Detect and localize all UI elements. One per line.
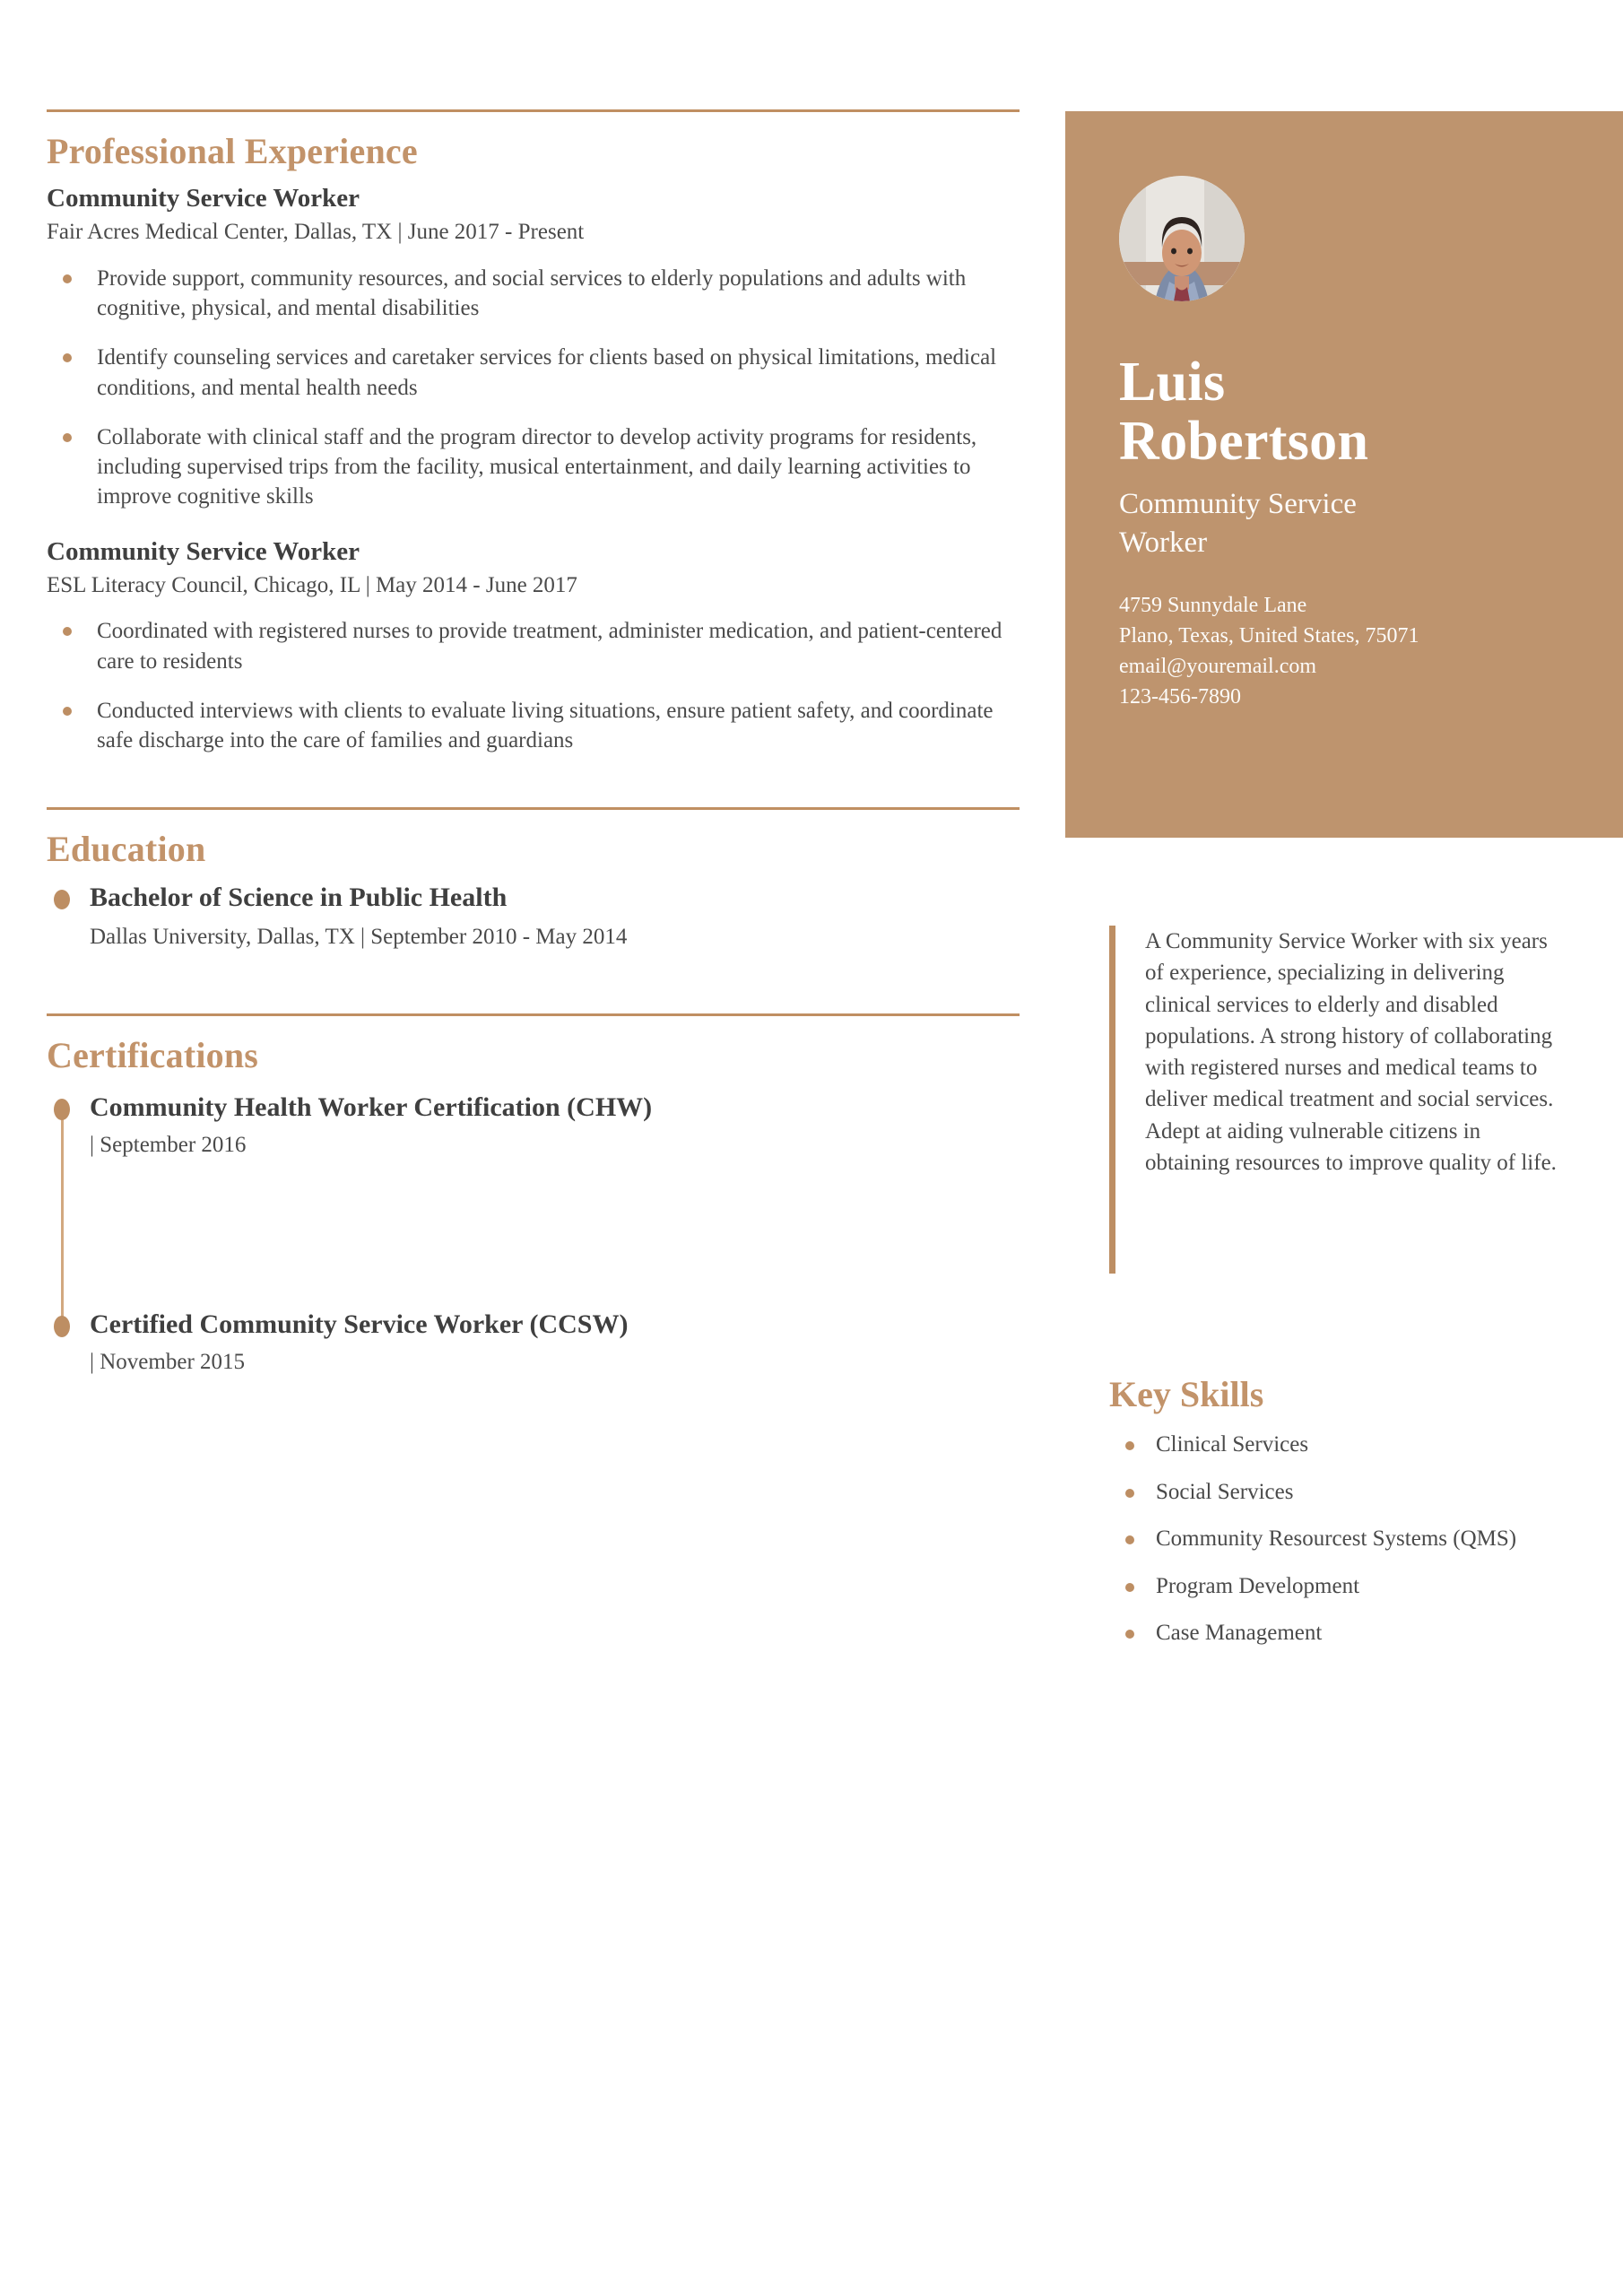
- profile-header-panel: [1065, 111, 1623, 838]
- avatar: [1119, 176, 1245, 301]
- experience-entry: [47, 535, 1020, 756]
- section-divider-education: [47, 807, 1020, 810]
- contact-email[interactable]: email@youremail.com: [1119, 655, 1317, 679]
- key-skills-section: [1109, 1345, 1593, 1666]
- section-heading-certifications: Certifications: [47, 1034, 259, 1075]
- contact-street: 4759 Sunnydale Lane: [1119, 593, 1307, 617]
- job-meta: Fair Acres Medical Center, Dallas, TX | June 2017 - Present: [47, 220, 585, 245]
- job-title: Community Service Worker: [47, 184, 360, 213]
- timeline-connector-line: [61, 1111, 64, 1325]
- bullet-dot-icon: [54, 890, 70, 909]
- section-divider-experience: [47, 109, 1020, 112]
- certification-entry: [90, 1309, 1020, 1378]
- profile-photo-icon: [1119, 176, 1245, 301]
- certification-date: | September 2016: [90, 1132, 247, 1157]
- contact-city-state-zip: Plano, Texas, United States, 75071: [1119, 623, 1419, 648]
- education-meta: Dallas University, Dallas, TX | September 2010 - May 2014: [90, 925, 628, 950]
- summary-text: A Community Service Worker with six years of experience, specializing in delivering clinical services to elderly and disabled populations. A strong history of collaborating with registered nurses and medical teams to deliver medical treatment and social services. Adept at aiding vulnerable citizens in obtaining resources to improve quality of life.: [1145, 929, 1557, 1175]
- timeline-dot-icon: [54, 1099, 70, 1120]
- list-item: Social Services: [1109, 1478, 1593, 1508]
- experience-entry: [47, 182, 1020, 512]
- contact-info: [1119, 590, 1569, 712]
- certification-name: Certified Community Service Worker (CCSW): [90, 1309, 629, 1340]
- list-item: Conducted interviews with clients to evaluate living situations, ensure patient safety, and coordinate safe discharge into the care of families and guardians: [47, 696, 1011, 756]
- section-heading-professional-experience: Professional Experience: [47, 131, 418, 171]
- list-item: Community Resourcest Systems (QMS): [1109, 1525, 1593, 1554]
- first-name: Luis: [1119, 352, 1226, 413]
- section-divider-certifications: [47, 1013, 1020, 1016]
- professional-summary: [1109, 926, 1575, 1178]
- job-responsibility-list: [47, 616, 1020, 755]
- certification-entry: [90, 1091, 1020, 1161]
- certifications-section: [47, 1013, 1020, 1378]
- section-heading-key-skills: Key Skills: [1109, 1374, 1264, 1415]
- summary-accent-bar: [1109, 926, 1115, 1274]
- job-title: Community Service Worker: [47, 536, 360, 566]
- key-skills-list: [1109, 1431, 1593, 1648]
- education-section: [47, 807, 1020, 952]
- job-meta: ESL Literacy Council, Chicago, IL | May 2014 - June 2017: [47, 572, 577, 597]
- list-item: Identify counseling services and caretaker services for clients based on physical limitations, medical conditions, and mental health needs: [47, 343, 1011, 403]
- section-heading-education: Education: [47, 829, 206, 870]
- role-line-2: Worker: [1119, 526, 1208, 559]
- role-line-1: Community Service: [1119, 488, 1357, 521]
- list-item: Case Management: [1109, 1619, 1593, 1648]
- main-content-column: [47, 0, 1020, 1378]
- timeline-dot-icon: [54, 1316, 70, 1337]
- page-title: [1119, 353, 1569, 471]
- education-entry: [47, 882, 1020, 952]
- certification-date: | November 2015: [90, 1350, 246, 1375]
- list-item: Collaborate with clinical staff and the program director to develop activity programs for residents, including supervised trips from the facility, musical entertainment, and daily learning activities to improve cognitive skills: [47, 422, 1011, 512]
- contact-phone[interactable]: 123-456-7890: [1119, 685, 1241, 709]
- certification-name: Community Health Worker Certification (CHW): [90, 1091, 653, 1122]
- certification-list: [47, 1091, 1020, 1378]
- education-degree: Bachelor of Science in Public Health: [90, 883, 508, 913]
- list-item: Clinical Services: [1109, 1431, 1593, 1460]
- job-role-subtitle: [1119, 485, 1569, 561]
- job-responsibility-list: [47, 264, 1020, 512]
- list-item: Provide support, community resources, and social services to elderly populations and adults with cognitive, physical, and mental disabilities: [47, 264, 1011, 324]
- last-name: Robertson: [1119, 410, 1369, 472]
- list-item: Program Development: [1109, 1572, 1593, 1602]
- list-item: Coordinated with registered nurses to provide treatment, administer medication, and patient-centered care to residents: [47, 616, 1011, 676]
